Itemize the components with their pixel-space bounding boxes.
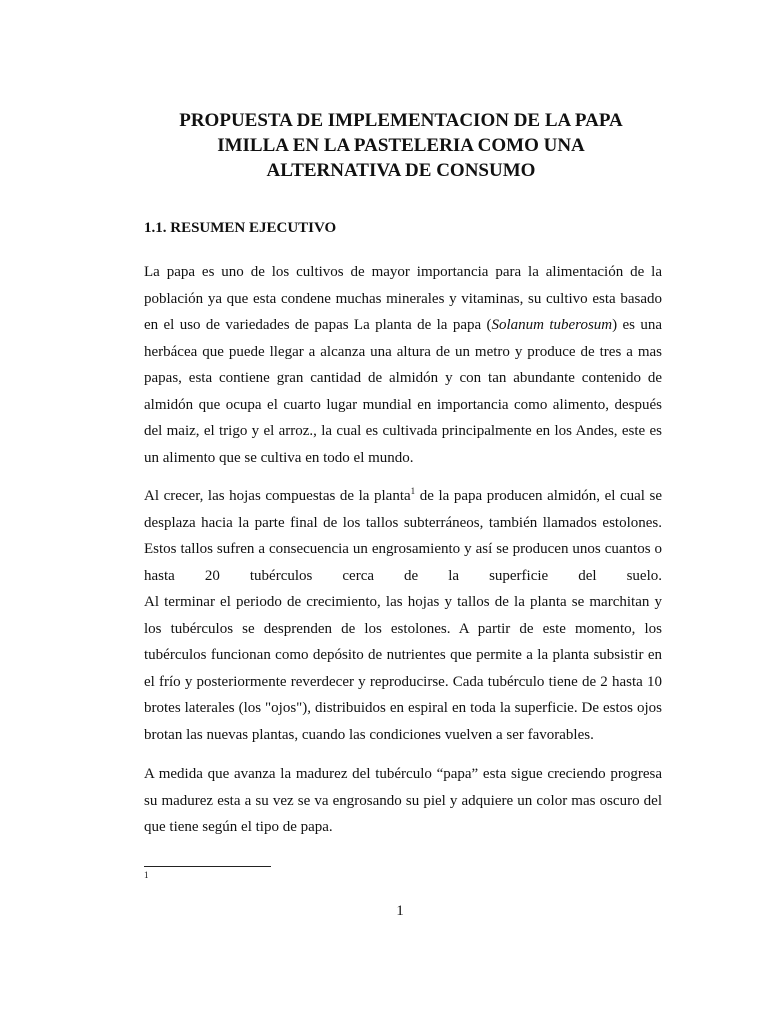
document-title bbox=[100, 108, 702, 183]
footnote-reference[interactable]: 1 bbox=[410, 486, 416, 496]
title-line-3: ALTERNATIVA DE CONSUMO bbox=[266, 160, 536, 181]
paragraph-3-line-3: que tiene según el tipo de papa. bbox=[144, 819, 333, 835]
paragraph-2-line-1-start: Al crecer, las hojas compuestas de la planta bbox=[144, 488, 411, 504]
paragraph-3-line-2: su madurez esta a su vez se va engrosando su piel y adquiere un color mas oscuro del bbox=[144, 792, 662, 809]
paragraph-3-line-1: A medida que avanza la madurez del tubérculo “papa” esta sigue creciendo progresa bbox=[144, 766, 662, 782]
paragraph-1-line-5: papas, esta contiene gran cantidad de almidón y con tan abundante contenido de bbox=[144, 370, 662, 386]
paragraph-1-line-4: herbácea que puede llegar a alcanza una altura de un metro y produce de tres a mas bbox=[144, 343, 662, 360]
paragraph-2-line-3: Estos tallos sufren a consecuencia un engrosamiento y así se producen unos cuantos o bbox=[144, 541, 662, 557]
paragraph-2-line-1-end: de la papa producen almidón, el cual se bbox=[415, 488, 663, 504]
scientific-name: Solanum tuberosum bbox=[491, 317, 613, 333]
paragraph-2-line-5: Al terminar el periodo de crecimiento, las hojas y tallos de la planta se marchitan y bbox=[144, 594, 662, 610]
paragraph-2-line-9: brotes laterales (los "ojos"), distribuidos en espiral en toda la superficie. De estos ojos bbox=[144, 700, 662, 716]
page-number: 1 bbox=[396, 903, 404, 919]
footnote-separator bbox=[144, 866, 271, 867]
paragraph-1-line-2: población ya que esta condene muchas minerales y vitaminas, su cultivo esta basado bbox=[144, 290, 662, 307]
paragraph-1-line-3 bbox=[144, 312, 662, 339]
paragraph-2-line-2: desplaza hacia la parte final de los tallos subterráneos, también llamados estolones. bbox=[144, 514, 662, 531]
paragraph-2-line-1 bbox=[144, 483, 662, 510]
paragraph-2 bbox=[144, 483, 662, 748]
section-heading: 1.1. RESUMEN EJECUTIVO bbox=[144, 220, 337, 236]
paragraph-2-line-10: brotan las nuevas plantas, cuando las condiciones vuelven a ser favorables. bbox=[144, 726, 594, 743]
paragraph-2-line-4: hasta 20 tubérculos cerca de la superficie del suelo. bbox=[144, 567, 662, 584]
paragraph-1-line-8: un alimento que se cultiva en todo el mundo. bbox=[144, 449, 414, 466]
paragraph-2-line-7: tubérculos funcionan como depósito de nutrientes que permite a la planta subsistir en bbox=[144, 647, 662, 663]
footnote-marker: 1 bbox=[144, 870, 149, 880]
paragraph-1-line-1: La papa es uno de los cultivos de mayor importancia para la alimentación de la bbox=[144, 264, 662, 280]
paragraph-1-line-3-end: ) es una bbox=[612, 317, 662, 333]
paragraph-1 bbox=[144, 259, 662, 471]
paragraph-1-line-6: almidón que ocupa el cuarto lugar mundial en importancia como alimento, después bbox=[144, 396, 662, 413]
paragraph-2-line-8: el frío y posteriormente reverdecer y reproducirse. Cada tubérculo tiene de 2 hasta 10 bbox=[144, 673, 662, 690]
title-line-1: PROPUESTA DE IMPLEMENTACION DE LA PAPA bbox=[179, 110, 623, 131]
paragraph-1-line-7: del maiz, el trigo y el arroz., la cual es cultivada principalmente en los Andes, este es bbox=[144, 423, 662, 439]
paragraph-1-line-3-start: en el uso de variedades de papas La planta de la papa ( bbox=[144, 317, 492, 333]
paragraph-3 bbox=[144, 761, 662, 841]
title-line-2: IMILLA EN LA PASTELERIA COMO UNA bbox=[217, 135, 585, 156]
paragraph-2-line-6: los tubérculos se desprenden de los estolones. A partir de este momento, los bbox=[144, 620, 662, 637]
